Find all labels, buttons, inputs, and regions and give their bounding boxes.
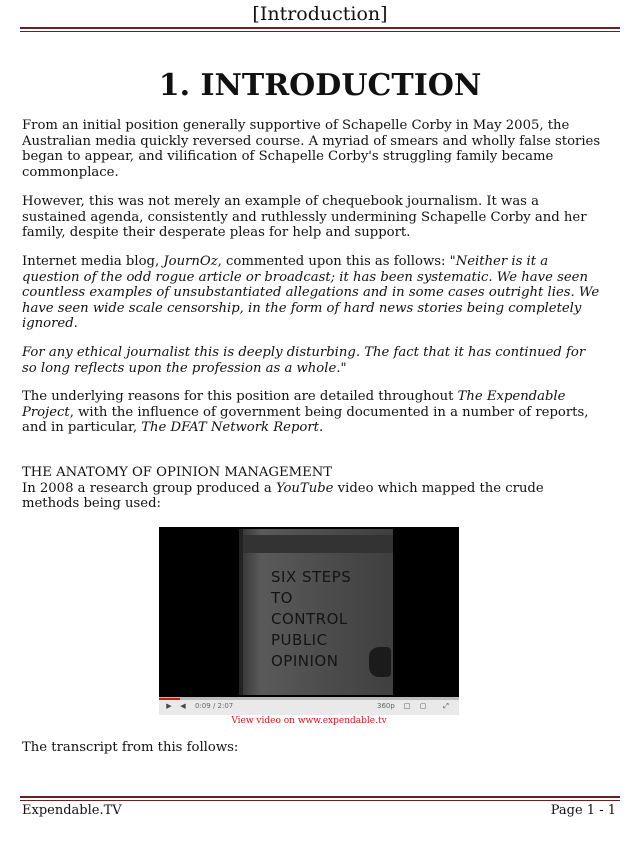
- paragraph-3-text: .: [73, 316, 78, 331]
- book-title-line: PUBLIC: [271, 631, 328, 649]
- blog-name: JournOz: [163, 254, 218, 269]
- book-title-line: OPINION: [271, 652, 339, 670]
- paragraph-1: From an initial position generally supportive of Schapelle Corby in May 2005, the Australian media quickly reversed course. A myriad of smears and wholly false stories began to appear, and vilification of Schapelle Corby's struggling family became commonplace.: [22, 118, 601, 180]
- section-heading: THE ANATOMY OF OPINION MANAGEMENT: [22, 465, 333, 480]
- quality-button[interactable]: 360p: [377, 702, 395, 710]
- paragraph-3-text: Internet media blog,: [22, 254, 164, 269]
- report-name: The DFAT Network Report: [141, 420, 319, 435]
- paragraph-7: The transcript from this follows:: [22, 740, 239, 755]
- quote-text: For any ethical journalist this is deeply disturbing. The fact that it has continued for so long reflects upon the profession as a whole: [22, 345, 586, 376]
- video-frame[interactable]: [159, 527, 459, 697]
- paragraph-3-text: , commented upon this as follows: ": [217, 254, 456, 269]
- footer-page-number: Page 1 - 1: [550, 803, 616, 818]
- paragraph-6-text: In 2008 a research group produced a: [22, 480, 276, 496]
- paragraph-6-text: video which mapped the crude methods being used:: [22, 480, 544, 511]
- page-header-title: [Introduction]: [252, 3, 388, 25]
- progress-fill: [159, 698, 180, 700]
- paragraph-4-text: .": [336, 360, 347, 376]
- quote-text: Neither is it a question of the odd rogue article or broadcast; it has been systematic. We have seen countless examples of unsubstantiated allegations and in some cases outright lies. We have seen wide scale censorship, in the form of hard news stories being completely ignored: [22, 254, 600, 331]
- video-caption-link[interactable]: View video on www.expendable.tv: [231, 716, 387, 726]
- hand-image: [369, 647, 391, 677]
- previous-icon[interactable]: ◀: [180, 702, 186, 710]
- book-title-line: TO: [271, 589, 293, 607]
- header-rule: [20, 27, 620, 29]
- book-title-line: SIX STEPS: [271, 568, 352, 586]
- paragraph-5-text: , with the influence of government being documented in a number of reports, and in particular,: [22, 404, 589, 435]
- footer-site-name: Expendable.TV: [22, 803, 122, 818]
- paragraph-5: [22, 389, 604, 436]
- project-name: The Expendable Project: [22, 389, 566, 420]
- fullscreen-icon[interactable]: ⤢: [443, 702, 449, 710]
- book-image: [239, 529, 393, 695]
- paragraph-5-text: .: [318, 420, 324, 435]
- time-display: 0:09 / 2:07: [195, 702, 234, 710]
- paragraph-6-body: [22, 481, 604, 512]
- footer-rule: [20, 796, 620, 798]
- page-title: 1. INTRODUCTION: [158, 68, 482, 103]
- book-title-line: CONTROL: [271, 610, 348, 628]
- paragraph-2: However, this was not merely an example of chequebook journalism. It was a sustained agenda, consistently and ruthlessly undermining Schapelle Corby and her family, despite their desperate pleas for help and support.: [22, 194, 587, 240]
- play-icon[interactable]: ▶: [166, 702, 172, 710]
- volume-icon[interactable]: □: [403, 702, 411, 710]
- paragraph-4: [22, 345, 604, 376]
- book-band: [243, 535, 393, 553]
- video-player[interactable]: [159, 527, 459, 714]
- header-rule-thin: [20, 31, 620, 32]
- paragraph-3: [22, 254, 604, 332]
- platform-name: YouTube: [275, 480, 334, 496]
- footer-rule-thin: [20, 800, 620, 801]
- window-size-icon[interactable]: ▢: [419, 702, 427, 710]
- paragraph-5-text: The underlying reasons for this position are detailed throughout: [22, 389, 458, 404]
- progress-bar[interactable]: [159, 698, 459, 700]
- video-controls: [159, 697, 459, 715]
- paragraph-6: [22, 465, 604, 512]
